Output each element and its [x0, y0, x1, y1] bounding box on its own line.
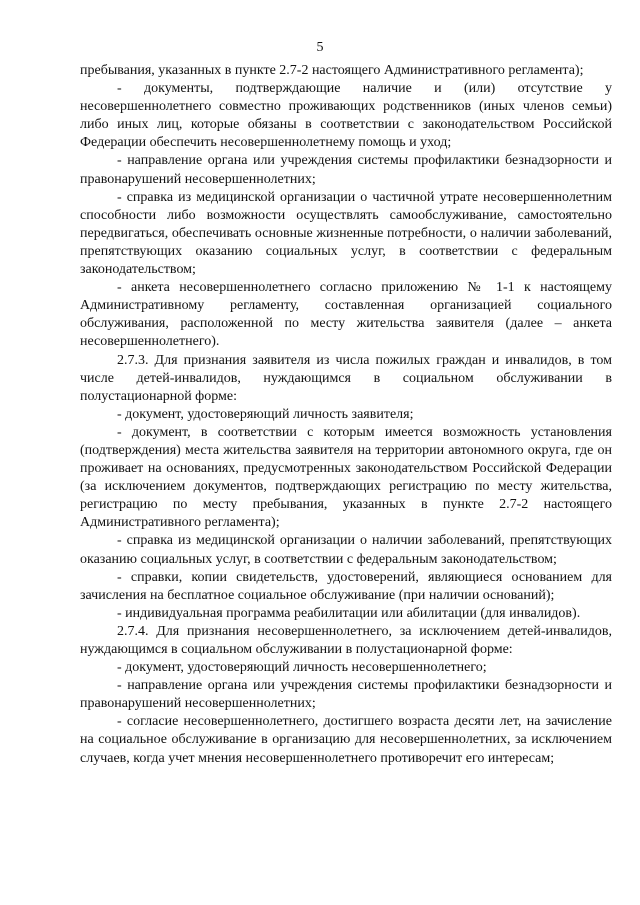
paragraph: - анкета несовершеннолетнего согласно приложению № 1-1 к настоящему Административному регламенту, составленная организацией социального обслуживания, расположенной по месту жительства заявителя (далее – анкета несовершеннолетнего). [80, 280, 612, 350]
paragraph: - документ, удостоверяющий личность несовершеннолетнего; [117, 660, 487, 676]
paragraph: - документ, удостоверяющий личность заявителя; [117, 406, 414, 422]
paragraph: - направление органа или учреждения системы профилактики безнадзорности и правонарушений несовершеннолетних; [80, 678, 612, 712]
paragraph: - согласие несовершеннолетнего, достигшего возраста десяти лет, на зачисление на социальное обслуживание в организацию для несовершеннолетних, за исключением случаев, когда учет мнения несовершеннолетнего противоречит его интересам; [80, 714, 612, 766]
paragraph: 2.7.4. Для признания несовершеннолетнего, за исключением детей-инвалидов, нуждающимся в социальном обслуживании в полустационарной форме: [80, 623, 612, 657]
paragraph: - документы, подтверждающие наличие и (или) отсутствие у несовершеннолетнего совместно проживающих родственников (иных членов семьи) либо иных лиц, которые обязаны в соответствии с законодательством Российской Федерации обеспечить несовершеннолетнему помощь и уход; [80, 81, 612, 151]
paragraph: - справка из медицинской организации о наличии заболеваний, препятствующих оказанию социальных услуг, в соответствии с федеральным законодательством; [80, 533, 612, 567]
paragraph: - направление органа или учреждения системы профилактики безнадзорности и правонарушений несовершеннолетних; [80, 153, 612, 187]
paragraph: - индивидуальная программа реабилитации или абилитации (для инвалидов). [117, 605, 581, 621]
paragraph: - справка из медицинской организации о частичной утрате несовершеннолетним способности либо возможности осуществлять самообслуживание, самостоятельно передвигаться, обеспечивать основные жизненные потребности, о наличии заболеваний, препятствующих оказанию социальных услуг, в соответствии с федеральным законодательством; [80, 189, 612, 278]
document-body [80, 62, 612, 768]
paragraph: 2.7.3. Для признания заявителя из числа пожилых граждан и инвалидов, в том числе детей-инвалидов, нуждающимся в социальном обслуживании в полустационарной форме: [80, 352, 612, 404]
paragraph: - справки, копии свидетельств, удостоверений, являющиеся основанием для зачисления на бесплатное социальное обслуживание (при наличии оснований); [80, 569, 612, 603]
paragraph: пребывания, указанных в пункте 2.7-2 настоящего Административного регламента); [80, 63, 584, 78]
paragraph: - документ, в соответствии с которым имеется возможность установления (подтверждения) места жительства заявителя на территории автономного округа, где он проживает на основаниях, предусмотренных законодательством Российской Федерации (за исключением документов, подтверждающих регистрацию по месту жительства, регистрацию по месту пребывания, указанных в пункте 2.7-2 настоящего Административного регламента); [80, 424, 612, 531]
page-number: 5 [316, 40, 324, 55]
